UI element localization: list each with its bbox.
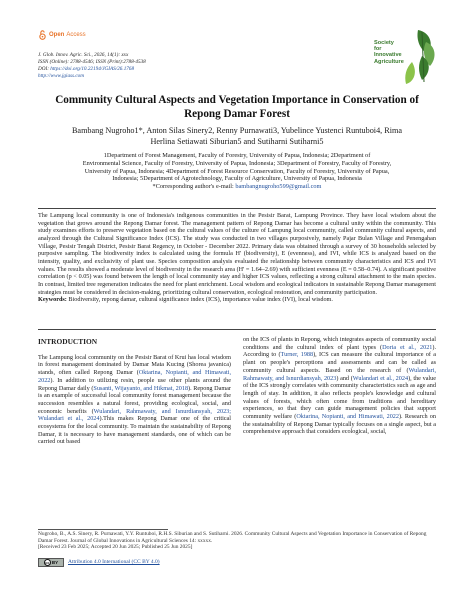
doi-line: DOI: https://doi.org/10.22194/JGIAS/26.1768 [38,66,135,72]
received-dates: [Received 23 Feb 2025; Accepted 20 Jun 2025; Published 25 Jun 2025] [38,544,193,551]
cc-icon: cc [45,560,50,565]
paper-title: Community Cultural Aspects and Vegetation Importance in Conservation of Repong Damar Forest [55,94,419,120]
citation-link[interactable]: Wulandari, Rahmawaty, and Isnurdiansyah, 2023; Wulandari et al., 2024 [38,407,231,423]
journal-line: J. Glob. Innov. Agric. Sci., 2026, 14(1): xxx [38,52,129,58]
citation-link[interactable]: Doria et al., 2021 [382,343,433,351]
journal-meta [38,52,146,80]
journal-url[interactable]: http://www.jgiass.com [38,73,85,79]
corresponding-author: *Corresponding author's e-mail: bambangnugroho599@gmail.com [152,183,322,191]
issn-line: ISSN (Online): 2788-4546; ISSN (Print):2788-4538 [38,59,146,65]
footer-divider [38,529,168,530]
society-name: Society for Innovative Agriculture [374,40,404,65]
author-list: Bambang Nugroho1*, Anton Silas Sinery2, Renny Purnawati3, Yubelince Yustenci Runtuboi4, Rima Herlina Setiawati Siburian5 and Sutiharni Sutiharni5 [71,126,403,146]
oa-open-text: Open [49,32,65,38]
society-logo [360,22,440,94]
abstract-text: The Lampung local community is one of Indonesia's indigenous communities in the Pesisir Barat, Lampung Province. They have local wisdom about the vegetation that grows around the Repong Damar forest. The management pattern of Repong Damar has become a cultural unity within the community. This study examines efforts to preserve vegetation based on the cultural values of the culture of Lampung local community, called community cultural aspects, and analyzed through the Cultural Significance Index (ICS). The study was conducted in two villages purposively, namely Pajar Bulan Village and Penengahan Village, Pesisir Tengah District, Pesisir Barat Regency, in October - December 2022. Primary data was obtained through a survey of 30 households selected by purposive sampling. The biodiversity index is calculated using the formula H' (biodiversity), E (evenness), and IVI, while ICS is analyzed based on the intensity, quality, and exclusivity of plant use. Species composition analysis evaluated the relationship between community characteristics and ICS and IVI values. The results showed a moderate level of biodiversity in the research area (H' = 1.64–2.69) with sufficient evenness (E = 0.58–0.74). A significant positive correlation (p < 0.05) was found between the length of local community stay and higher ICS values, reflecting a strong cultural attachment to the main species. In contrast, limited tree regeneration indicates the need for plant enrichment. Local wisdom and ecological indicators in sustainable Repong Damar management strategies must be considered in decision-making, prioritizing cultural conservation, ecological restoration, and community participation. [38,212,436,296]
intro-left-column [38,336,231,446]
footer-citation: Nugroho, B., A.S. Sinery, R. Purnawati, Y.Y. Runtuboi, R.H.S. Siburian and S. Sutiharni. 2026. Community Cultural Aspects and Vegetation Importance in Conservation of Repong Damar Forest. Journal of Global Innovations in Agricultural Sciences 14: xxxxx. [Received 23 Feb 2025; Accepted 20 Jun 2025; Published 25 Jun 2025] [38,531,436,551]
cc-license-badge: cc BY [38,558,64,567]
affiliations: 1Department of Forest Management, Faculty of Forestry, University of Papua, Indonesia; 2Department of Environmental Science, Faculty of Forestry, University of Papua, Indonesia; 3Department of Forestry, Faculty of Forestry, University of Papua, Indonesia; 4Department of Forest Resource Conservation, Faculty of Forestry, University of Papua, Indonesia; 5Department of Agrotechnology, Faculty of Agriculture, University of Papua, Indonesia *Corresponding author's e-mail: bambangnugroho599@gmail.com [38,152,436,191]
citation-link[interactable]: Wulandari, Rahmawaty, and Isnurdiansyah, 2023 [243,366,436,382]
open-lock-icon [38,30,47,40]
citation-link[interactable]: Turner, 1988 [280,351,314,359]
open-access-logo [38,30,86,40]
oa-access-text: Access [66,32,86,38]
abstract-section [38,208,436,330]
license-link[interactable]: Attribution 4.0 International (CC BY 4.0) [68,559,160,565]
citation-link[interactable]: Susanti, Wijayanto, and Hikmat, 2018 [93,384,189,392]
citation-link[interactable]: Oktarina, Nopianti, and Himawati, 2022 [296,413,399,421]
citation-link[interactable]: Wulandari et al., 2024 [352,374,409,382]
intro-paragraph: on the ICS of plants in Repong, which integrates aspects of community social conditions and the cultural index of plant types (Doria et al., 2021). According to (Turner, 1988), ICS can measure the cultural importance of a plant on people's perceptions and assessments and can be called as community cultural aspects. Based on the research of (Wulandari, Rahmawaty, and Isnurdiansyah, 2023) and (Wulandari et al., 2024), the value of the ICS strongly correlates with community characteristics such as age and length of stay. In addition, it also reflects people's knowledge and cultural values of forests, which often come from traditions and hereditary experiences, so that they can guide management policies that support community welfare (Oktarina, Nopianti, and Himawati, 2022). Research on the sustainability of Repong Damar typically focuses on a single aspect, but a comprehensive approach that considers ecological, social, [243,336,436,436]
intro-right-column [243,336,436,436]
citation-link[interactable]: Oktarina, Nopianti, and Himawati, 2022 [38,369,231,384]
doi-link[interactable]: https://doi.org/10.22194/JGIAS/26.1768 [50,66,135,72]
intro-paragraph: The Lampung local community on the Pesisir Barat of Krui has local wisdom in forest management dominated by Damar Mata Kucing (Shorea javanica) stands, often called Repong Damar (Oktarina, Nopianti, and Himawati, 2022). In addition to utilizing resin, people use other plants around the Repong Damar daily (Susanti, Wijayanto, and Hikmat, 2018). Repong Damar is an example of successful local community forest management because the succession resembles a natural forest, providing ecological, social, and economic benefits (Wulandari, Rahmawaty, and Isnurdiansyah, 2023; Wulandari et al., 2024).This makes Repong Damar one of the critical ecosystems for the local community. To maintain the sustainability of Repong Damar, it is necessary to have management standards, one of which can be carried out based [38,353,232,446]
keywords: Keywords: Biodiversity, repong damar, cultural significance index (ICS), importance value index (IVI), local wisdom. [38,296,333,304]
author-email-link[interactable]: bambangnugroho599@gmail.com [235,183,322,191]
intro-heading: INTRODUCTION [38,337,98,346]
